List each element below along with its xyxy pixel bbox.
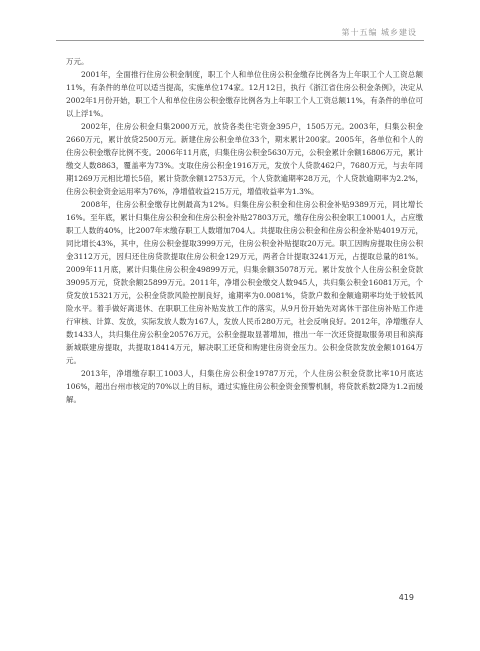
paragraph-2013: 2013年，净增缴存职工1003人，归集住房公积金19787万元，个人住房公积金贷款比率10月底达106%，超出台州市核定的70%以上的目标，通过实施住房公积金资金预警机制，将贷款系数2降为1.2而缓解。 xyxy=(66,369,423,404)
paragraph-2001: 2001年，全面推行住房公积金制度，职工个人和单位住房公积金缴存比例各为上年职工个人工资总额11%，有条件的单位可以适当提高，实施单位174家。12月12日，执行《浙江省住房公积金条例》，决定从2002年1月份开始，职工个人和单位住房公积金缴存比例各为上年职工个人工资总额11%，有条件的单位可以上浮1%。 xyxy=(66,70,423,118)
header-divider xyxy=(56,40,424,41)
paragraph-2002: 2002年，住房公积金归集2000万元，放贷各类住宅资金395户，1505万元。2003年，归集公积金2660万元，累计放贷2500万元。新建住房公积金单位33个，期末累计200家。2005年，各单位和个人的住房公积金缴存比例不变。2006年11月底，归集住房公积金5630万元，公积金累计余额16806万元，累计缴交人数8863，覆盖率为73%。支取住房公积金1916万元，发放个人贷款462户，7680万元，与去年同期1269万元相比增长5倍，累计贷款余额12753万元，个人贷款逾期率28万元，个人贷款逾期率为2.2%，住房公积金资金运用率为76%，净增值收益215万元，增值收益率为1.3%。 xyxy=(66,122,423,196)
page-number: 419 xyxy=(398,593,414,602)
paragraph-2008: 2008年，住房公积金缴存比例最高为12%。归集住房公积金和住房公积金补贴9389万元，同比增长16%。至年底，累计归集住房公积金和住房公积金补贴27803万元，缴存住房公积金职工10001人，占应缴职工人数的40%，比2007年末缴存职工人数增加704人。共提取住房公积金和住房公积金补贴4019万元，同比增长43%，其中，住房公积金提取3999万元，住房公积金补贴提取20万元。职工因购房提取住房公积金3112万元，因归还住房贷款提取住房公积金129万元，两者合计提取3241万元，占提取总量的81%。2009年11月底，累计归集住房公积金49899万元，归集余额35078万元。累计发放个人住房公积金贷款39095万元，贷款余额25899万元。2011年，净增公积金缴交人数945人，共归集公积金16081万元，个贷发放15321万元，公积金贷款风险控制良好，逾期率为0.0081%，贷款户数和金额逾期率均处于较低风险水平。着手做好离退休、在职职工住房补贴发放工作的落实，从9月份开始先对离休干部住房补贴工作进行审核、计算、发放，实际发放人数为167人，发放人民币280万元，社会反响良好。2012年，净增缴存人数1433人，共归集住房公积金20576万元，公积金提取显著增加，推出一年一次还贷提取服务项目和滨海新城联建房提取，共提取18414万元，解决职工还贷和购建住房资金压力。公积金贷款发放金额10164万元。 xyxy=(66,200,423,365)
paragraph-continuation: 万元。 xyxy=(66,57,89,66)
body-text xyxy=(66,55,423,406)
running-head: 第十五编 城乡建设 xyxy=(341,28,417,37)
